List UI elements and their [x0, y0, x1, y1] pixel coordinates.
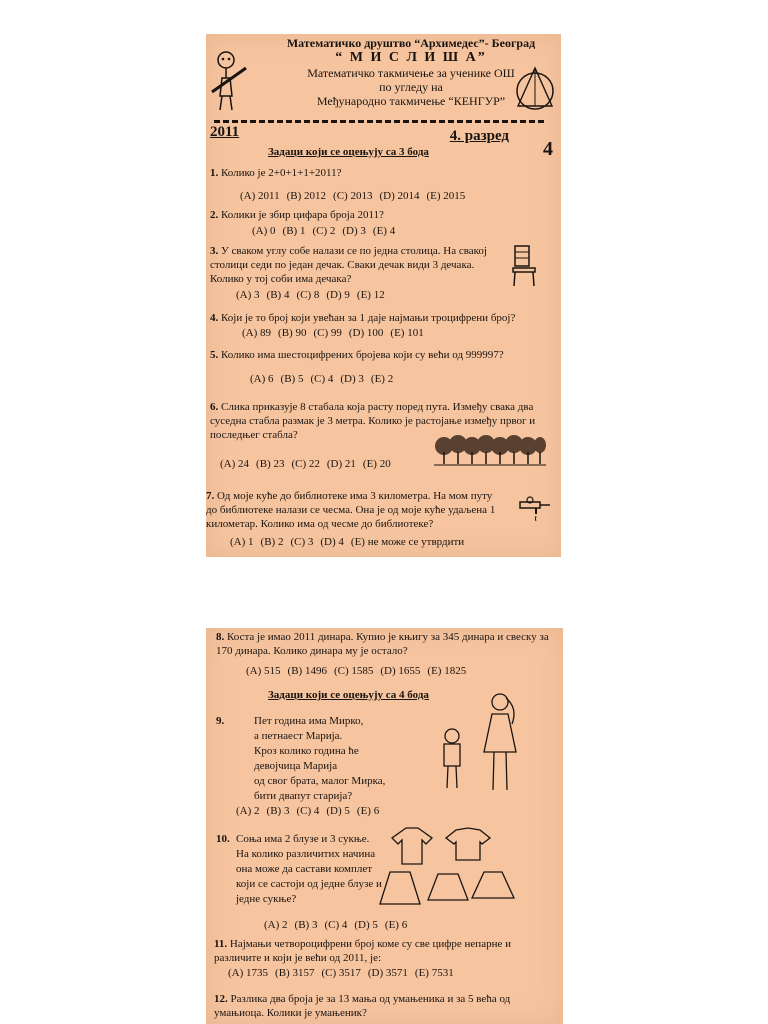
question-9: Пет година има Мирко, а петнаест Марија. Кроз колико година ће девојчица Марија од свог брата, малог Мирка, бити двапут старија? [254, 715, 386, 802]
trees-icon [434, 432, 546, 470]
header-divider [214, 120, 544, 123]
organizer-name: Математичко друштво “Архимедес”- Београд [286, 36, 536, 50]
pencil-mascot-icon [210, 48, 250, 112]
grade-label: 4. разред [449, 128, 509, 144]
question-9-number: 9. [216, 715, 225, 727]
boy-and-girl-icon [434, 690, 546, 796]
question-1: 1. Колико је 2+0+1+1+2011? [210, 167, 342, 179]
section-4-points: Задаци који се оцењују са 4 бода [268, 689, 429, 701]
question-4: 4. Који је то број који увећан за 1 даје најмањи троцифрени број? [210, 312, 516, 324]
compass-logo-icon [512, 66, 558, 112]
question-6: 6. Слика приказује 8 стабала која расту поред пута. Између свака два суседна стабла размак је 3 метра. Колико је растојање између првог и последњег стабла? [210, 401, 536, 441]
question-2: 2. Колики је збир цифара броја 2011? [210, 209, 384, 221]
section-3-points: Задаци који се оцењују са 3 бода [268, 146, 429, 158]
question-7: 7. Од моје куће до библиотеке има 3 километра. На мом путу до библиотеке налази се чесма. Она је од моје куће удаљена 1 километар. Колико има од чесме до библиотеке? [206, 490, 496, 530]
answers-11: (A) 1735 (B) 3157 (C) 3517 (D) 3571 (E) 7531 [228, 967, 454, 979]
header-line-2: по угледу на [379, 80, 443, 94]
header-line-1: Математичко такмичење за ученике ОШ [307, 66, 515, 80]
question-11: 11. Најмањи четвороцифрени број коме су све цифре непарне и различите и који је већи од 2011, је: [214, 938, 511, 964]
year-label: 2011 [210, 124, 240, 140]
question-8: 8. Коста је имао 2011 динара. Купио је књигу за 345 динара и свеску за 170 динара. Колико динара му је остало? [216, 631, 549, 657]
grade-badge: 4 [543, 138, 553, 160]
question-10: Соња има 2 блузе и 3 сукње. На колико различитих начина она може да састави комплет који се састоји од једне блузе и једне сукње? [236, 833, 382, 905]
answers-4: (A) 89 (B) 90 (C) 99 (D) 100 (E) 101 [242, 327, 424, 339]
answers-9: (A) 2 (B) 3 (C) 4 (D) 5 (E) 6 [236, 805, 380, 817]
question-5: 5. Колико има шестоцифрених бројева који су већи од 999997? [210, 349, 504, 361]
contest-name: “ М И С Л И Ш А” [335, 50, 487, 65]
answers-6: (A) 24 (B) 23 (C) 22 (D) 21 (E) 20 [220, 458, 391, 470]
answers-2: (A) 0 (B) 1 (C) 2 (D) 3 (E) 4 [252, 225, 396, 237]
blouses-and-skirts-icon [376, 824, 526, 910]
question-3: 3. У сваком углу собе налази се по једна столица. На свакој столици седи по један дечак. Сваки дечак види 3 дечака. Колико у тој соби има дечака? [210, 245, 487, 285]
answers-3: (A) 3 (B) 4 (C) 8 (D) 9 (E) 12 [236, 289, 385, 301]
answers-8: (A) 515 (B) 1496 (C) 1585 (D) 1655 (E) 1825 [246, 665, 467, 677]
worksheet-page-1 [206, 34, 561, 557]
chair-icon [510, 244, 538, 288]
question-12: 12. Разлика два броја је за 13 мања од умањеника и за 5 већа од умањиоца. Колики је умањеник? [214, 993, 511, 1019]
answers-1: (A) 2011 (B) 2012 (C) 2013 (D) 2014 (E) 2015 [240, 190, 466, 202]
header-line-3: Међународно такмичење “КЕНГУР” [316, 94, 506, 108]
water-tap-icon [518, 496, 552, 524]
answers-10: (A) 2 (B) 3 (C) 4 (D) 5 (E) 6 [264, 919, 408, 931]
question-10-number: 10. [216, 833, 230, 845]
answers-5: (A) 6 (B) 5 (C) 4 (D) 3 (E) 2 [250, 373, 394, 385]
worksheet-page-2 [206, 628, 563, 1024]
answers-7: (A) 1 (B) 2 (C) 3 (D) 4 (E) не може се утврдити [230, 536, 465, 548]
